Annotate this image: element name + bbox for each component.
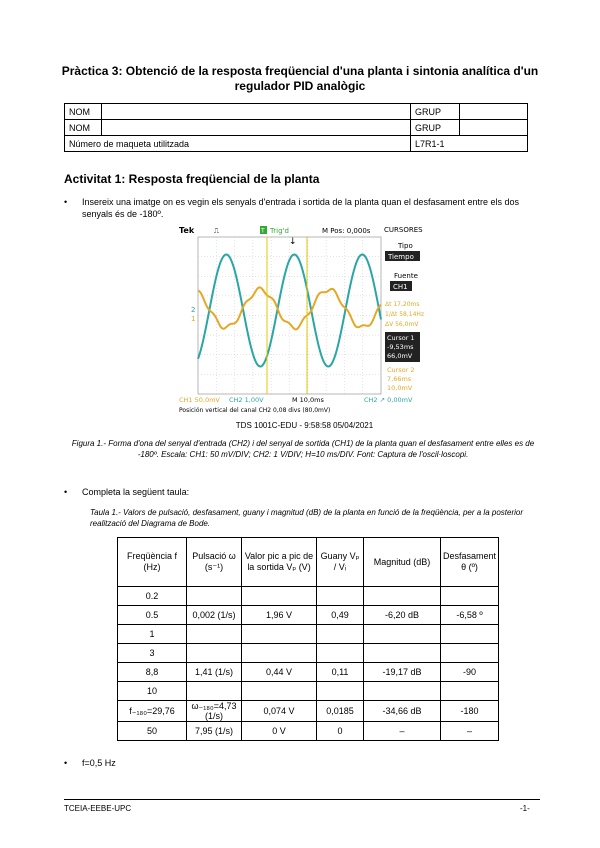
cursores-title: CURSORES: [384, 226, 423, 234]
table-cell: 0,44 V: [242, 663, 317, 682]
table-cell: [317, 682, 364, 701]
table-cell: [187, 644, 242, 663]
table-cell: -90: [441, 663, 499, 682]
fuente-label: Fuente: [394, 272, 418, 280]
table-row: [65, 136, 528, 152]
table-cell: [364, 625, 441, 644]
table-cell: [441, 625, 499, 644]
table-cell: –: [441, 722, 499, 741]
trig-marker: T: [261, 227, 265, 235]
bullet-text: Insereix una imatge on es vegin els senyals d'entrada i sortida de la planta quan el desfasament entre els dos senyals és de -180º.: [82, 197, 519, 219]
trig-label: Trig'd: [270, 227, 289, 235]
mpos-readout: M Pos: 0,000s: [322, 227, 371, 235]
table-row: [118, 606, 499, 625]
table-cell: 0,074 V: [242, 701, 317, 722]
header-gain: Guany Vₚ / Vᵢ: [317, 538, 364, 587]
table-row: [118, 722, 499, 741]
maqueta-label: Número de maqueta utilitzada: [65, 136, 411, 152]
table-cell: 0.2: [118, 587, 187, 606]
nom-label: NOM: [65, 104, 102, 120]
delta-v-readout: ΔV 56,0mV: [385, 321, 419, 328]
table-cell: [364, 587, 441, 606]
header-phase: Desfasament θ (º): [441, 538, 499, 587]
table-cell: [364, 682, 441, 701]
nom-field[interactable]: [102, 104, 411, 120]
grup-label: GRUP: [411, 120, 460, 136]
table-row: [65, 104, 528, 120]
table-cell: [242, 587, 317, 606]
bullet-icon: •: [64, 197, 68, 207]
table-cell: [317, 644, 364, 663]
footer-page-number: -1-: [520, 804, 530, 813]
delta-t-readout: Δt 17,20ms: [385, 301, 420, 308]
table-cell: [441, 644, 499, 663]
table-cell: -34,66 dB: [364, 701, 441, 722]
table-row: [118, 587, 499, 606]
scope-status: Posición vertical del canal CH2 0,08 divs (80,0mV): [179, 407, 331, 414]
nom-field[interactable]: [102, 120, 411, 136]
table-cell: 1,96 V: [242, 606, 317, 625]
ch2-marker: 2: [191, 306, 196, 314]
student-info-table: [64, 103, 528, 152]
oscilloscope-capture: [174, 224, 435, 417]
trigger-position-icon: ↓: [289, 237, 297, 247]
scope-brand: Tek: [179, 226, 195, 235]
table-cell: -19,17 dB: [364, 663, 441, 682]
cursor1-voltage: 66,0mV: [387, 352, 413, 360]
bode-data-table: [117, 537, 499, 741]
header-magnitude: [364, 538, 441, 587]
table-cell: [187, 682, 242, 701]
table-row: [118, 701, 499, 722]
table-row: [65, 120, 528, 136]
bullet-text: Completa la següent taula:: [82, 487, 190, 497]
table-cell: 1,41 (1/s): [187, 663, 242, 682]
cursor1-label: Cursor 1: [387, 334, 415, 342]
bullet-icon: •: [64, 487, 68, 497]
bullet-text: f=0,5 Hz: [82, 758, 116, 768]
table-cell: [364, 644, 441, 663]
table-cell: [242, 625, 317, 644]
table-cell: 10: [118, 682, 187, 701]
ch1-marker: 1: [191, 315, 196, 323]
scope-model-caption: TDS 1001C-EDU - 9:58:58 05/04/2021: [235, 421, 374, 430]
cursor2-label: Cursor 2: [387, 366, 415, 374]
header-pulsation: Pulsació ω (s⁻¹): [187, 538, 242, 587]
table-cell: [441, 587, 499, 606]
table-cell: 1: [118, 625, 187, 644]
tipo-value: Tiempo: [388, 253, 414, 261]
table-cell: 8,8: [118, 663, 187, 682]
tipo-label: Tipo: [398, 242, 413, 250]
table-row: [118, 625, 499, 644]
table-cell: [187, 625, 242, 644]
table-cell: 50: [118, 722, 187, 741]
table-cell: [317, 587, 364, 606]
table-caption: Taula 1.- Valors de pulsació, desfasament, guany i magnitud (dB) de la planta en funció de la freqüència, per a la posterior realització del Diagrama de Bode.: [90, 508, 524, 528]
activity-heading: Activitat 1: Resposta freqüencial de la planta: [64, 172, 320, 186]
table-cell: –: [364, 722, 441, 741]
grup-field[interactable]: [460, 120, 528, 136]
table-cell: [242, 644, 317, 663]
table-cell: ω₋₁₈₀=4,73 (1/s): [187, 701, 242, 722]
table-cell: f₋₁₈₀=29,76: [118, 701, 187, 722]
figure-caption: Figura 1.- Forma d'ona del senyal d'entrada (CH2) i del senyal de sortida (CH1) de la planta quan el desfasament entre elles es de -180º. Escala: CH1: 50 mV/DIV; CH2: 1 V/DIV; H=10 ms/DIV. Font: Captura de l'oscil·loscopi.: [71, 439, 535, 459]
table-cell: -180: [441, 701, 499, 722]
bullet-icon: •: [64, 758, 68, 768]
table-cell: 3: [118, 644, 187, 663]
page-title: Pràctica 3: Obtenció de la resposta freqüencial d'una planta i sintonia analítica d'un regulador PID analògic: [61, 64, 539, 93]
grup-label: GRUP: [411, 104, 460, 120]
table-row: [118, 663, 499, 682]
cursor2-voltage: 10,0mV: [387, 384, 413, 392]
fuente-value: CH1: [393, 283, 408, 291]
trigger-info: CH2 ↗ 0,00mV: [364, 396, 413, 404]
header-frequency: Freqüència f (Hz): [118, 538, 187, 587]
bullet-insert-image: [64, 196, 544, 222]
header-peak-output: Valor pic a pic de la sortida Vₚ (V): [242, 538, 317, 587]
grup-field[interactable]: [460, 104, 528, 120]
maqueta-value: L7R1-1: [411, 136, 528, 152]
table-header-row: [118, 538, 499, 587]
cursor2-time: 7,66ms: [387, 375, 412, 383]
table-cell: 0,002 (1/s): [187, 606, 242, 625]
table-cell: 7,95 (1/s): [187, 722, 242, 741]
ch1-scale: CH1 50,0mV: [179, 396, 220, 404]
table-cell: 0,11: [317, 663, 364, 682]
magnitude-label: Magnitud (dB): [373, 556, 431, 567]
footer-divider: [64, 799, 540, 800]
table-cell: 0,0185: [317, 701, 364, 722]
table-cell: -6,20 dB: [364, 606, 441, 625]
table-cell: [441, 682, 499, 701]
table-cell: [187, 587, 242, 606]
table-cell: 0,49: [317, 606, 364, 625]
pulse-icon: ⎍: [214, 227, 219, 235]
table-cell: 0.5: [118, 606, 187, 625]
time-scale: M 10,0ms: [292, 396, 324, 404]
table-cell: [317, 625, 364, 644]
inverse-delta-t-readout: 1/Δt 58,14Hz: [385, 311, 425, 318]
nom-label: NOM: [65, 120, 102, 136]
table-cell: 0: [317, 722, 364, 741]
cursor1-time: -9,53ms: [387, 343, 414, 351]
table-cell: [242, 682, 317, 701]
ch2-scale: CH2 1,00V: [229, 396, 264, 404]
footer-institution: TCEIA-EEBE-UPC: [64, 804, 132, 813]
table-cell: -6,58 º: [441, 606, 499, 625]
table-row: [118, 644, 499, 663]
table-cell: 0 V: [242, 722, 317, 741]
table-row: [118, 682, 499, 701]
